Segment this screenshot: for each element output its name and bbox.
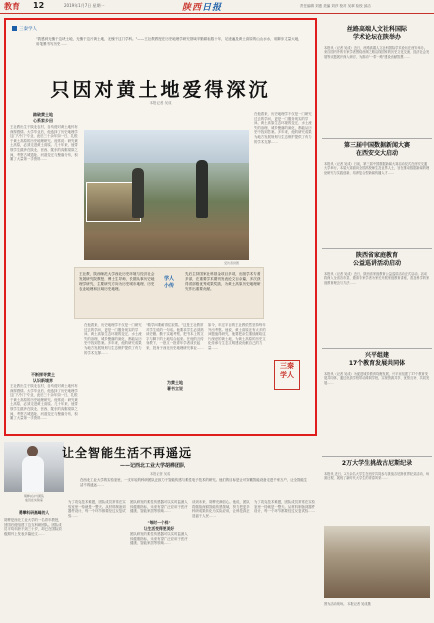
lower-col-c-subhead: "每时一个样" 让生活变得更美好 <box>143 520 175 531</box>
news-text-4: 本报讯（记者 吴成）为促进城乡教育均衡发展，兴平市组建了17个教育发展共同体，通过优质学校带动薄弱学校，实现资源共享、优势互补、共同发展…… <box>324 372 430 385</box>
news-headline-2[interactable]: 第三届中国数据新闻大赛 在西安交大启动 <box>343 142 410 157</box>
editor-credits: 责任编辑 刘惠 美编 刘莎 校对 吴翠 检校 邱洁 <box>300 4 371 8</box>
news-text-5: 本报讯 近日，2万余名大学生在西安共同参与挑战吉尼斯世界纪录活动，场面壮观，展现了新时代大学生的青春风采…… <box>324 472 430 481</box>
photo-person <box>132 168 144 218</box>
lower-article-intro: 在西北工业大学的实验室里，一支年轻的科研团队正致力于智能传感与柔性电子技术的研究。他们的目标是让可穿戴智能设备走进千家万户，让全智能生活不再遥远…… <box>80 478 308 487</box>
col-right-text: 在他看来，历史地理学不仅是一门研究过去的学问，更是一门服务现实的学问。黄土高原生态环境的变迁、水土流失的治理、城乡聚落的演化，都能从历史中找到答案。多年来，他的研究成果为地方发展规划与生态保护提供了有力的学术支撑…… <box>254 112 312 144</box>
news-text-2: 本报讯（记者 吴成）日前，第三届中国数据新闻大赛启动仪式在西安交通大学举行。本届大赛面向全国高校师生及业界人士，旨在推动数据新闻的理论研究与实践创新，培养复合型新闻传播人才…… <box>324 162 430 175</box>
event-photo-caption: 图为活动现场。 本报记者 吴成摄 <box>324 602 371 606</box>
col3-subhead: 为黄土地 著书立说 <box>167 380 183 391</box>
lower-article-title[interactable]: 让全智能生活不再遥远 <box>62 446 193 460</box>
news-headline-1[interactable]: 丝路高端人文社科国际 学术论坛在陕举办 <box>346 26 407 41</box>
lower-col-e: 为了攻克技术难题，团队成员常常在实验室里一待就是一整天。从材料制备到器件设计，每一个环节都要经过反复试验…… <box>254 500 316 514</box>
section-name: 教育 <box>4 2 20 11</box>
divider <box>322 138 432 139</box>
lower-col-d: 谈到未来，胡桦充满信心。他说，团队将继续深耕智能传感领域，努力把更多科研成果转化为实际应用，让科技真正造福于人民…… <box>192 500 250 518</box>
page-header <box>0 0 434 14</box>
feature-photo <box>84 130 249 260</box>
divider <box>322 248 432 249</box>
column-tag <box>12 26 37 32</box>
lower-col-c: 团队研发的柔性传感器可以实时监测人体健康指标，未来有望广泛应用于医疗健康、智能家居等领域…… <box>130 532 188 546</box>
bio-box <box>74 267 264 319</box>
newspaper-masthead <box>182 0 222 13</box>
lab-photo-caption: 胡桦(右)与团队 成员在实验室 <box>23 494 45 502</box>
article-title: 只因对黄土地爱得深沉 <box>50 79 271 101</box>
lower-col-c-top: 团队研发的柔性传感器可以实时监测人体健康指标，未来有望广泛应用于医疗健康、智能家居等领域…… <box>130 500 188 514</box>
photo-credit: 受访者供图 <box>224 261 240 265</box>
lower-col-b: 为了攻克技术难题，团队成员常常在实验室里一待就是一整天。从材料制备到器件设计，每一个环节都要经过反复试验…… <box>68 500 126 518</box>
col1-subhead: 踏破黄土地 心系家乡田 <box>33 112 53 123</box>
column-tag-icon <box>12 26 17 31</box>
news-text-3: 本报讯（记者 吴成）近日，陕西省家庭教育公益巡讲活动正式启动。活动将深入全省各市县，邀请专家学者为家长开展家庭教育讲座，普及科学的家庭教育理念与方法…… <box>324 272 430 285</box>
photo-person <box>196 160 208 218</box>
col3-text: "做学问要耐得住寂寞。"这是王社教常对学生说的一句话。他要求学生必须熟读史籍、勤于实地考察，把书本上的文字与脚下的土地结合起来。在他的言传身教下，一批又一批青年学者成长起来，投身于西北历史地理研究事业…… <box>146 323 204 350</box>
article-intro: "我感到无愧于这块土地，无愧于这片黄土地，无愧于这门学科。"——王社教教授在历史地理学研究领域辛勤耕耘数十年，足迹遍及黄土高原的山山水水，用脚步丈量大地，用笔墨书写历史…… <box>36 37 302 46</box>
col4-text: 如今，年过半百的王社教依然坚持每年外出考察。他说，黄土高原还有太多的问题值得研究，他要把余生继续献给这片深爱的黄土地，为黄土高原的历史文化传承与生态文明建设贡献自己的力量…… <box>208 323 266 350</box>
divider <box>322 456 432 457</box>
news-headline-3[interactable]: 陕西省家庭教育 公益巡讲活动启动 <box>352 252 401 267</box>
lower-article-byline: 本报记者 吴成 <box>150 472 171 476</box>
bio-right-text: 先后主持国家社科基金项目多项，出版学术专著多部，在重要学术期刊发表论文百余篇，多次获得省部级优秀成果奖励，为黄土高原历史地理研究作出重要贡献。 <box>185 272 261 291</box>
col1-text-cont: 王社教出生于陕北农村，自幼便对黄土地怀有深厚感情。大学毕业后，他选择了历史地理学这门"冷门"专业，此后三十余年如一日，扎根于黄土高原的历史地理研究。他常说：研究黄土高原，必须走进黄土高原。几十年来，他带领学生跋涉在陕北、晋西、陇东的沟壑梁峁之间，考察古城遗址、河道变迁与聚落分布，积累了大量第一手资料…… <box>10 384 78 421</box>
bio-label: 学人 小传 <box>163 276 174 289</box>
issue-date: 2019年1月7日 星期一 <box>64 3 105 8</box>
column-tag-label: 三秦学人 <box>19 27 37 32</box>
col2-text: 在他看来，历史地理学不仅是一门研究过去的学问，更是一门服务现实的学问。黄土高原生态环境的变迁、水土流失的治理、城乡聚落的演化，都能从历史中找到答案。多年来，他的研究成果为地方发展规划与生态保护提供了有力的学术支撑…… <box>84 323 142 355</box>
photo-sky <box>84 130 249 163</box>
col1-text: 王社教出生于陕北农村，自幼便对黄土地怀有深厚感情。大学毕业后，他选择了历史地理学这门"冷门"专业，此后三十余年如一日，扎根于黄土高原的历史地理研究。他常说：研究黄土高原，必须走进黄土高原。几十年来，他带领学生跋涉在陕北、晋西、陇东的沟壑梁峁之间，考察古城遗址、河道变迁与聚落分布，积累了大量第一手资料…… <box>10 125 78 162</box>
masthead-part1: 陕西 <box>182 3 203 13</box>
photo-person-coat <box>22 456 44 492</box>
lower-col-a-subhead: 勇攀科研高峰的人 <box>18 510 50 515</box>
news-text-1: 本报讯（记者 吴成）近日，丝路高端人文社科国际学术论坛在西安举办。来自国内外的专家学者围绕丝绸之路沿线国家的历史文化交流、经济社会发展等议题展开深入研讨，为推动"一带一路"建设贡献智慧…… <box>324 46 430 59</box>
article-byline: 本报记者 吴成 <box>149 101 172 105</box>
bio-left-text: 王社教，陕西师范大学西北历史环境与经济社会发展研究院教授、博士生导师，长期从事历史地理学研究，主要研究方向为历史城市地理、历史农业地理和区域历史地理。 <box>79 272 155 291</box>
lower-col-a: 胡桦是西北工业大学的一名青年教授，回国后便组建了这支科研团队。团队成员平均年龄不到三十岁，却已在国际顶级期刊上发表多篇论文…… <box>4 518 62 536</box>
event-photo <box>324 526 430 598</box>
news-headline-5[interactable]: 2万大学生挑战古尼斯纪录 <box>341 460 413 467</box>
col1-subhead2: 不断探寻黄土 认识新境界 <box>31 372 55 383</box>
feature-article[interactable] <box>4 18 317 436</box>
masthead-part2: 日报 <box>202 3 223 13</box>
page-number: 12 <box>33 1 45 10</box>
right-news-column <box>322 18 432 623</box>
news-headline-4[interactable]: 兴平组建 17个教育发展共同体 <box>348 352 406 367</box>
lower-article-subtitle: ——记西北工业大学胡桦团队 <box>120 463 186 469</box>
divider <box>322 348 432 349</box>
lab-photo <box>4 442 64 492</box>
column-seal: 三秦 学人 <box>274 360 300 390</box>
